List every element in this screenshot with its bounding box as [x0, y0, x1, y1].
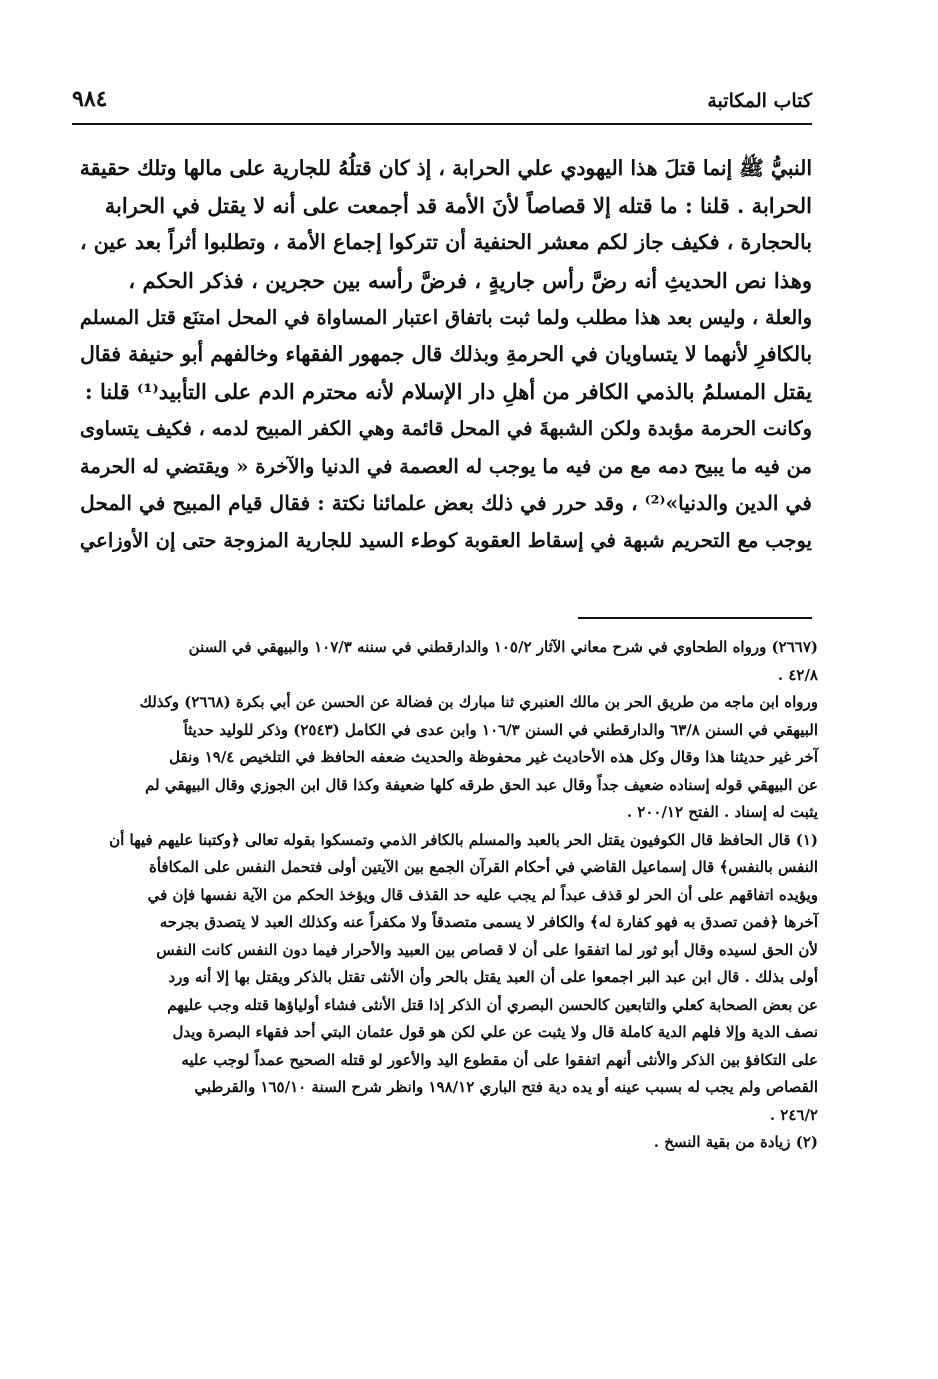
main-text [72, 150, 812, 559]
main-text-line: يقتل المسلمُ بالذمي الكافر من أهلِ دار الإسلام لأنه محترم الدم على التأبيد⁽¹⁾ قلنا : [84, 379, 812, 405]
footnote-line: عن البيهقي قوله إسناده ضعيف جداً وقال عبد الحق طرقه كلها ضعيفة وكذا قال ابن الجوزي وقال البيهقي لم [145, 775, 818, 794]
footnote-line: (١) قال الحافظ قال الكوفيون يقتل الحر بالعبد والمسلم بالكافر الذمي وتمسكوا بقوله تعالى ﴿وكتبنا عليهم فيها أن [109, 830, 818, 849]
main-text-line: بالكافرِ لأنهما لا يتساويان في الحرمةِ وبذلك قال جمهور الفقهاء وخالفهم أبو حنيفة فقال [79, 342, 812, 367]
footnote-separator [578, 617, 812, 619]
main-text-line: في الدين والدنيا»⁽²⁾ ، وقد حرر في ذلك بعض علمائنا نكتة : فقال قيام المبيح في المحل [80, 490, 812, 515]
footnote-line: عن بعض الصحابة كعلي والتابعين كالحسن البصري أن الذكر إذا قتل الأنثى فشاء أولياؤها قتله وجب عليهم [167, 995, 818, 1014]
footnotes [60, 634, 818, 1157]
footnote-line: ورواه ابن ماجه من طريق الحر بن مالك العنبري ثنا مبارك بن فضالة عن الحسن عن أبي بكرة (٢٦٦٨) وكذلك [139, 693, 818, 711]
main-text-line: بالحجارة ، فكيف جاز لكم معشر الحنفية أن تتركوا إجماع الأمة ، وتطلبوا أثراً بعد عين ، [79, 230, 812, 255]
footnote-line: آخرها ﴿فمن تصدق به فهو كفارة له﴾ والكافر لا يسمى متصدقاً ولا مكفراً عنه وكذلك العبد لا يتصدق بجرحه [159, 913, 818, 931]
footnote-line: يثبت له إسناد . الفتح ٢٠٠/١٢ . [626, 803, 818, 821]
main-text-line: وهذا نص الحديثِ أنه رضَّ رأس جاريةٍ ، فرضَّ رأسه بين حجرين ، فذكر الحكم ، [128, 267, 812, 293]
page-number: ٩٨٤ [72, 86, 108, 112]
main-text-line: يوجب مع التحريم شبهة في إسقاط العقوبة كوطء السيد للجارية المزوجة حتى إن الأوزاعي [79, 529, 812, 553]
footnote-line: (٢٦٦٧) ورواه الطحاوي في شرح معاني الآثار ١٠٥/٢ والدارقطني في سننه ١٠٧/٣ والبيهقي في السنن [188, 638, 818, 656]
footnote-line: النفس بالنفس﴾ قال إسماعيل القاضي في أحكام القرآن الجمع بين الآيتين أولى فتحمل النفس على المكافأة [149, 858, 818, 876]
footnote-line: ٤٢/٨ . [777, 665, 818, 684]
header-rule [72, 123, 812, 125]
footnote-line: أولى بذلك . قال ابن عبد البر اجمعوا على أن العبد يقتل بالحر وأن الأنثى تقتل بالذكر ويقتل بها إلا أنه ورد [168, 968, 818, 986]
footnote-line: نصف الدية وإلا فلهم الدية كاملة قال ولا يثبت عن علي لكن هو قول عثمان البتي أحد فقهاء البصرة ويدل [172, 1023, 818, 1041]
footnote-1 [60, 827, 818, 1130]
footnote-line: القصاص ولم يجب له بسبب عينه أو يده دية فتح الباري ١٩٨/١٢ وانظر شرح السنة ١٦٥/١٠ والقرطبي [194, 1078, 818, 1096]
footnote-line: آخر غير حديثنا هذا وقال وكل هذه الأحاديث غير محفوظة والحديث ضعفه الحافظ في التلخيص ١٩/٤ ونقل [169, 748, 818, 766]
footnote-line: ٢٤٦/٢ . [769, 1105, 818, 1124]
main-text-line: من فيه ما يبيح دمه مع من فيه ما يوجب له العصمة في الدنيا والآخرة « ويقتضي له الحرمة [79, 454, 812, 478]
main-text-line: النبيُّ ﷺ إنما قتلَ هذا اليهودي علي الحرابة ، إذ كان قتلُهُ للجارية على مالها وتلك حقيقة [79, 156, 812, 180]
footnote-line: ويؤيده اتفاقهم على أن الحر لو قذف عبداً لم يجب عليه حد القذف قال ويؤخذ الحكم من الآية نفسها فإن في [147, 885, 818, 904]
footnote-line: على التكافؤ بين الذكر والأنثى أنهم اتفقوا على أن مقطوع اليد والأعور لو قتله الصحيح عمداً لوجب عليه [181, 1050, 818, 1069]
footnote-line: لأن الحق لسيده وقال أبو ثور لما اتفقوا على أن لا قصاص بين العبيد والأحرار فيما دون النفس كانت النفس [156, 940, 818, 959]
main-text-line: والعلة ، وليس بعد هذا مطلب ولما ثبت باتفاق اعتبار المساواة في المحل امتنَع قتل المسلم [79, 305, 812, 329]
footnote-line: البيهقي في السنن ٦٣/٨ والدارقطني في السنن ١٠٦/٣ وابن عدى في الكامل (٢٥٤٣) وذكر للوليد حديثاً [183, 720, 818, 739]
running-title: كتاب المكاتبة [707, 90, 812, 112]
footnote-2668 [60, 689, 818, 827]
footnote-2667 [60, 634, 818, 689]
footnote-2 [60, 1129, 818, 1157]
main-text-line: وكانت الحرمة مؤبدة ولكن الشبهةَ في المحل قائمة وهي الكفر المبيح لدمه ، فكيف يتساوى [79, 417, 812, 441]
page-header [72, 86, 812, 122]
footnote-line: (٢) زيادة من بقية النسخ . [653, 1133, 818, 1151]
main-text-line: الحرابة . قلنا : ما قتله إلا قصاصاً لأنَ الأمة قد أجمعت على أنه لا يقتل في الحرابة [104, 193, 812, 219]
